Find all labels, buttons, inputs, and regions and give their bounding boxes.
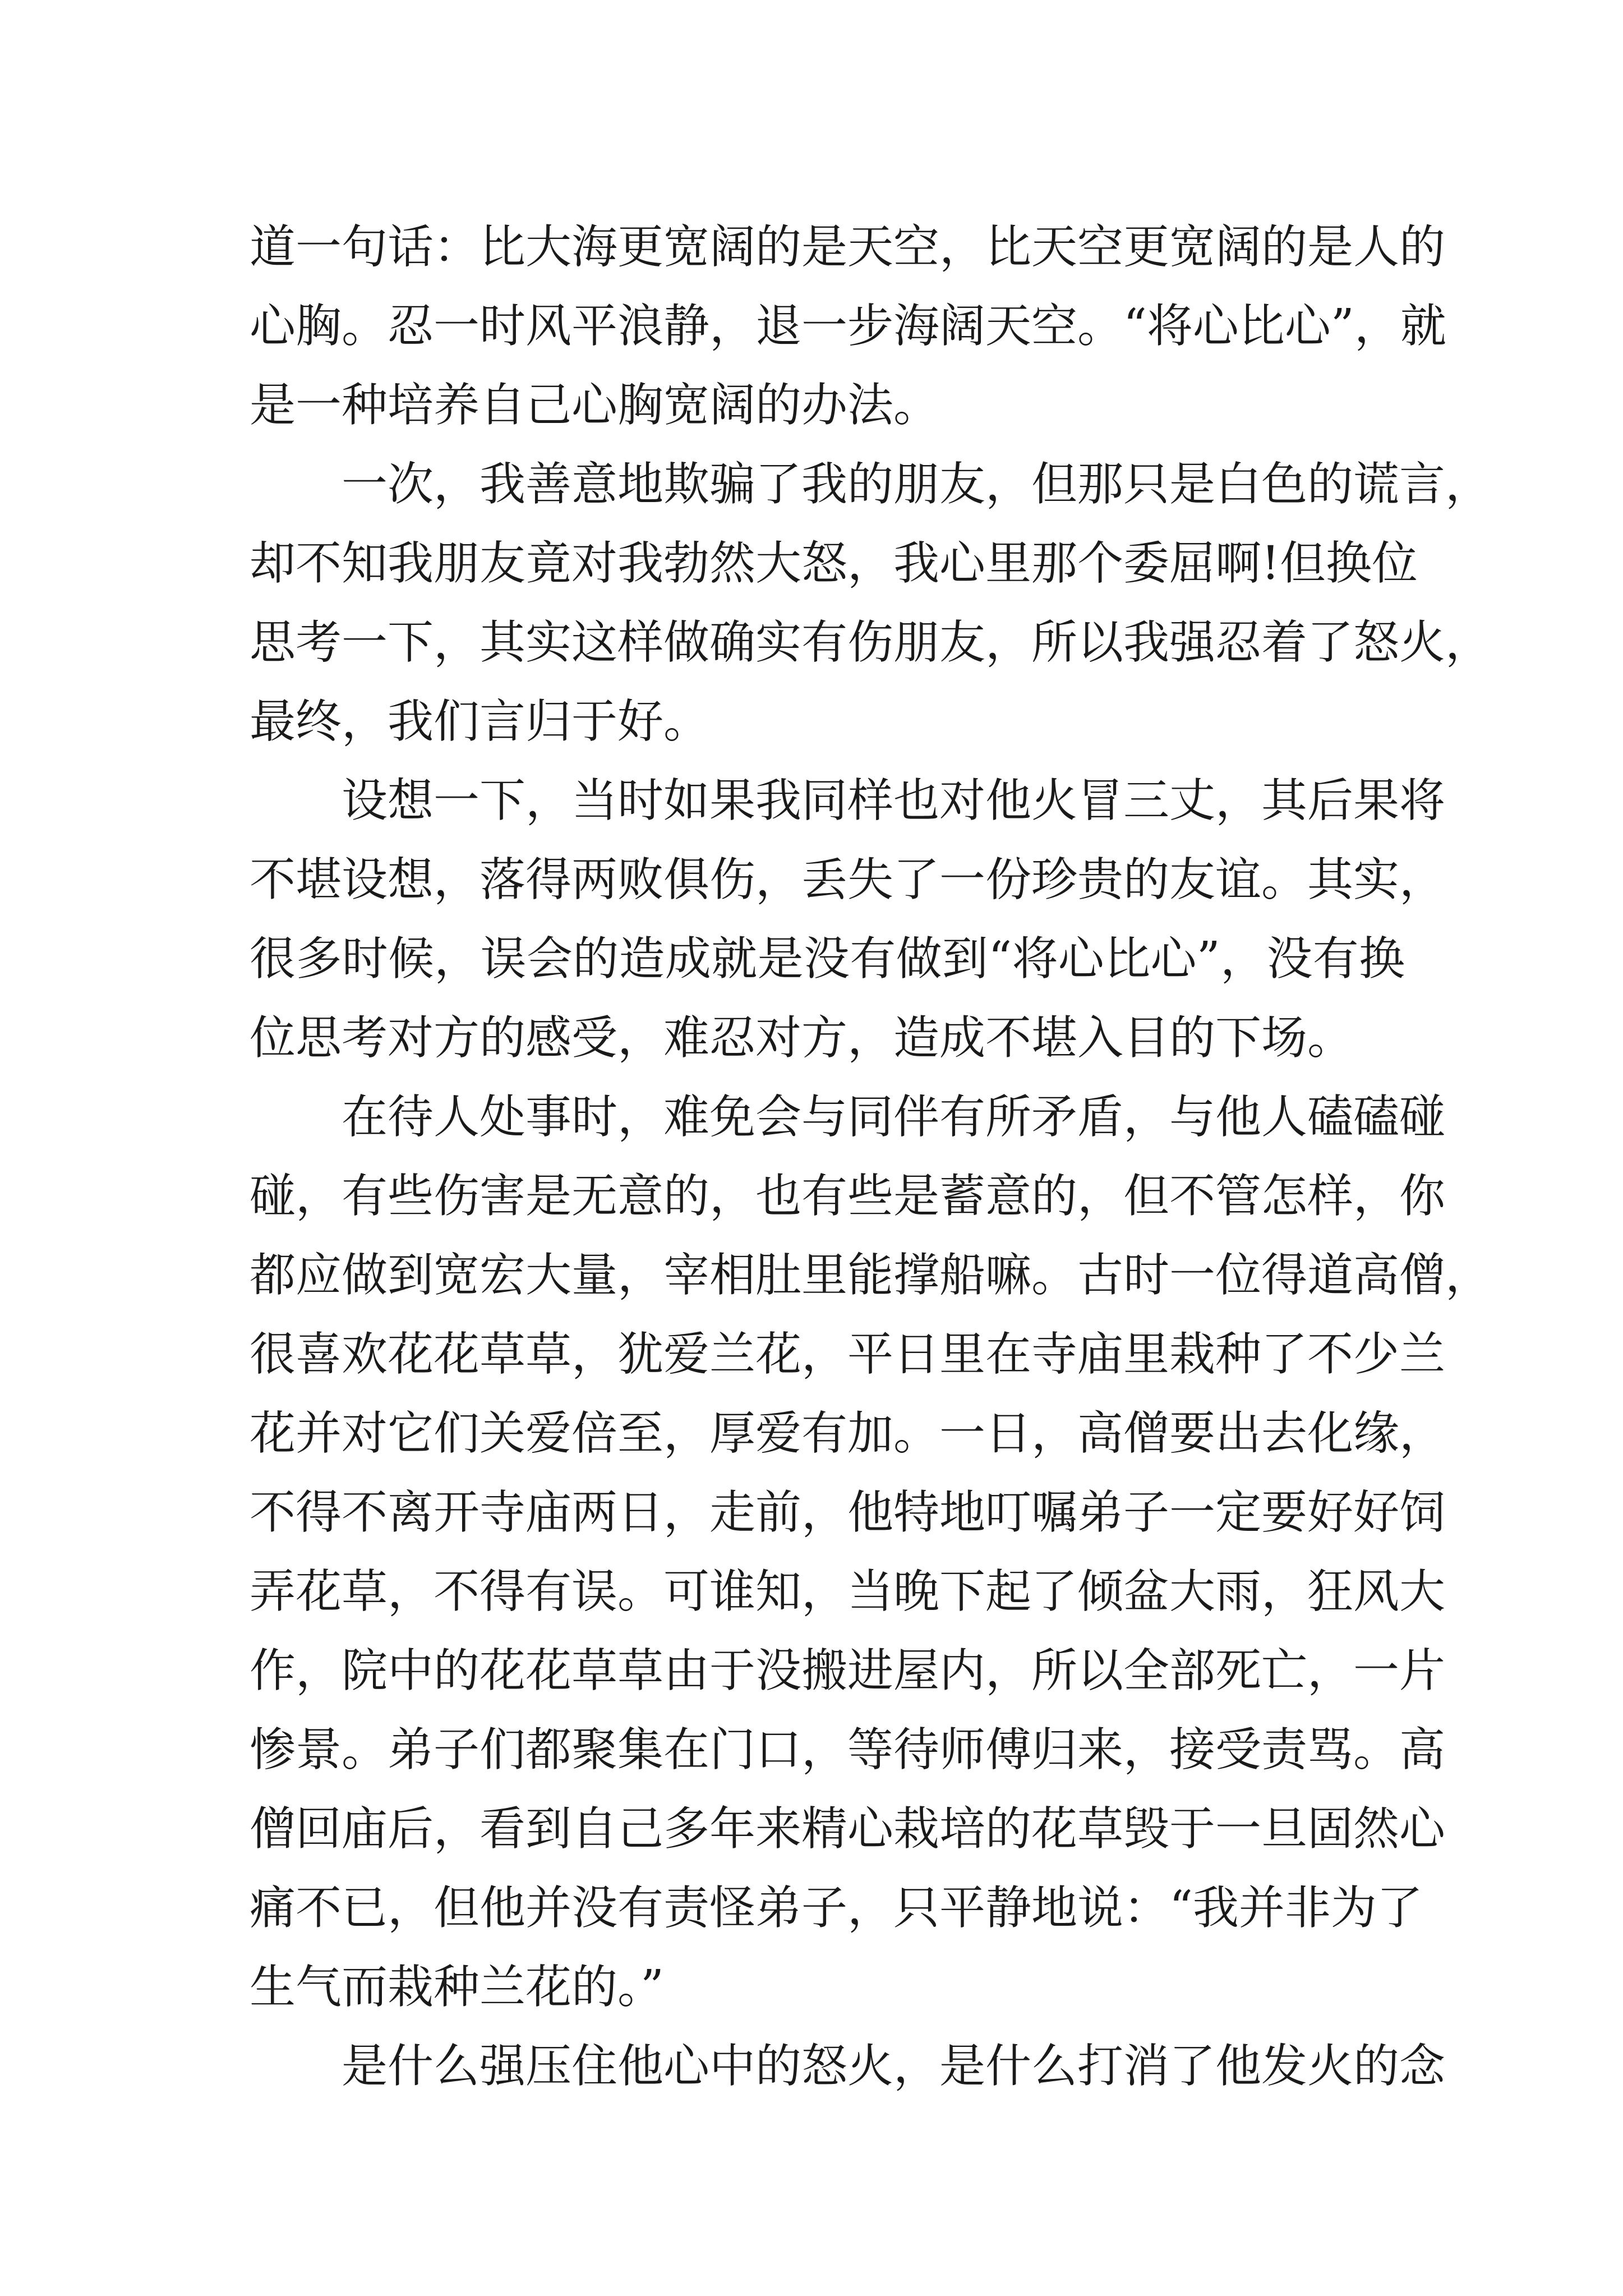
text-line: 设想一下，当时如果我同样也对他火冒三丈，其后果将 [342, 774, 1446, 827]
text-line: 都应做到宽宏大量，宰相肚里能撑船嘛。古时一位得道高僧， [250, 1249, 1492, 1302]
text-line: 最终，我们言归于好。 [250, 695, 710, 748]
text-line: 不得不离开寺庙两日，走前，他特地叮嘱弟子一定要好好饲 [250, 1486, 1446, 1539]
text-line: 碰，有些伤害是无意的，也有些是蓄意的，但不管怎样，你 [250, 1170, 1446, 1223]
body-text [250, 208, 1492, 2106]
text-line: 弄花草，不得有误。可谁知，当晚下起了倾盆大雨，狂风大 [250, 1565, 1446, 1618]
text-line: 心胸。忍一时风平浪静，退一步海阔天空。“将心比心”，就 [250, 300, 1446, 353]
paragraph [250, 2027, 1446, 2106]
paragraph [250, 1078, 1492, 2027]
text-line: 位思考对方的感受，难忍对方，造成不堪入目的下场。 [250, 1011, 1354, 1065]
text-line: 是什么强压住他心中的怒火，是什么打消了他发火的念 [342, 2040, 1446, 2093]
text-line: 花并对它们关爱倍至，厚爱有加。一日，高僧要出去化缘， [250, 1407, 1446, 1460]
text-line: 惨景。弟子们都聚集在门口，等待师傅归来，接受责骂。高 [250, 1723, 1446, 1777]
paragraph [250, 208, 1446, 445]
paragraph [250, 761, 1446, 1078]
text-line: 一次，我善意地欺骗了我的朋友，但那只是白色的谎言， [342, 458, 1492, 511]
text-line: 却不知我朋友竟对我勃然大怒，我心里那个委屈啊!但换位 [250, 537, 1418, 590]
text-line: 痛不已，但他并没有责怪弟子，只平静地说：“我并非为了 [250, 1881, 1423, 1935]
paragraph [250, 445, 1492, 761]
text-line: 在待人处事时，难免会与同伴有所矛盾，与他人磕磕碰 [342, 1091, 1446, 1144]
text-line: 生气而栽种兰花的。” [250, 1961, 664, 2014]
text-line: 僧回庙后，看到自己多年来精心栽培的花草毁于一旦固然心 [250, 1802, 1446, 1856]
text-line: 思考一下，其实这样做确实有伤朋友，所以我强忍着了怒火， [250, 616, 1492, 669]
text-line: 是一种培养自己心胸宽阔的办法。 [250, 379, 940, 432]
text-line: 道一句话：比大海更宽阔的是天空，比天空更宽阔的是人的 [250, 220, 1446, 274]
text-line: 不堪设想，落得两败俱伤，丢失了一份珍贵的友谊。其实， [250, 853, 1446, 907]
text-line: 很喜欢花花草草，犹爱兰花，平日里在寺庙里栽种了不少兰 [250, 1328, 1446, 1381]
text-line: 作，院中的花花草草由于没搬进屋内，所以全部死亡，一片 [250, 1644, 1446, 1697]
text-line: 很多时候，误会的造成就是没有做到“将心比心”，没有换 [250, 932, 1405, 986]
